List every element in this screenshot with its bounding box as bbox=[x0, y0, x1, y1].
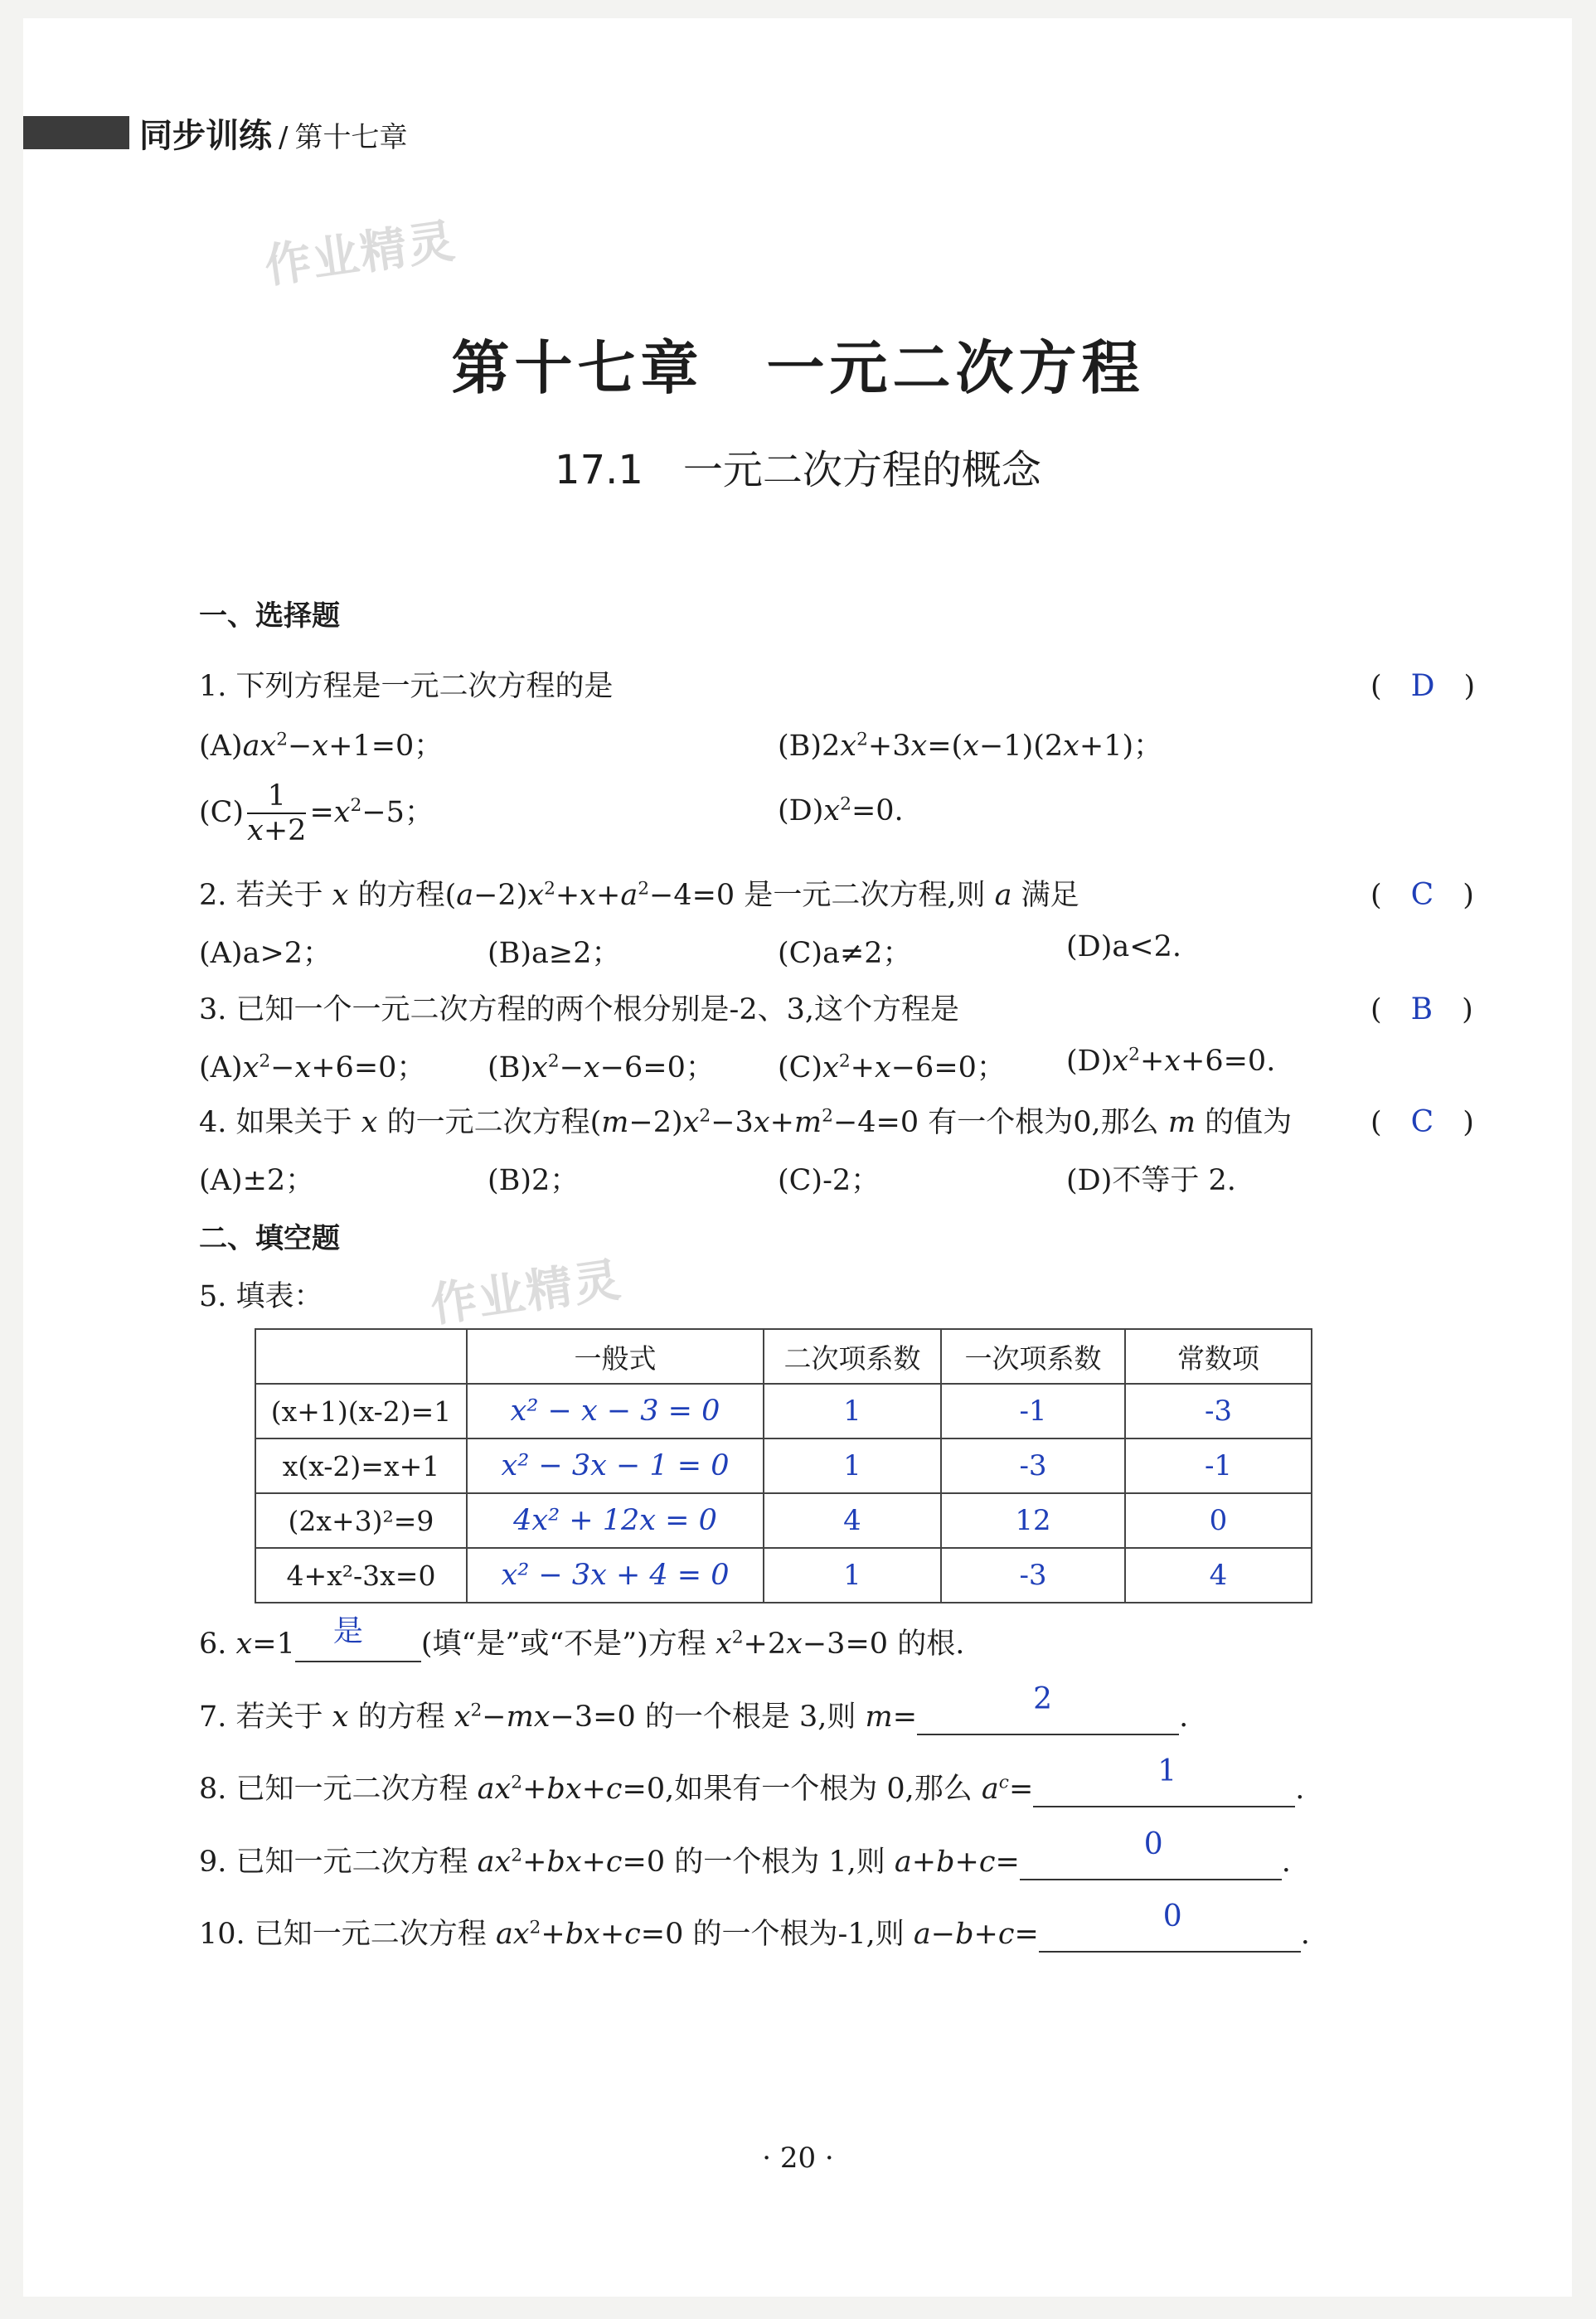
q10-stem: 10. 已知一元二次方程 $ax^2+bx+c=0$ 的一个根为-1,则 a−b+c= 0 . bbox=[199, 1899, 1310, 1951]
q8-blank bbox=[1033, 1754, 1295, 1807]
table-cell-b: -3 bbox=[941, 1438, 1125, 1493]
q8-answer: 1 bbox=[1157, 1754, 1177, 1788]
q2-option-c: (C)a≠2； bbox=[778, 937, 912, 970]
q2-stem: 2. 若关于 x 的方程$(a-2)x^2+x+a^2-4=0$ 是一元二次方程,则 a 满足 bbox=[199, 878, 1079, 912]
q1-answer: D bbox=[1410, 669, 1435, 703]
coefficient-table bbox=[255, 1328, 1312, 1603]
q6-blank bbox=[295, 1614, 421, 1662]
q8-stem: 8. 已知一元二次方程 $ax^2+bx+c=0$,如果有一个根为 0,那么 $a^c=$ 1 . bbox=[199, 1754, 1305, 1806]
table-cell-a: 4 bbox=[764, 1493, 941, 1548]
q4-option-c: (C)-2； bbox=[778, 1164, 880, 1197]
table-cell-c: 4 bbox=[1125, 1548, 1312, 1603]
q6-answer: 是 bbox=[332, 1614, 363, 1648]
q7-stem: 7. 若关于 x 的方程 $x^2-mx-3=0$ 的一个根是 3,则 m= 2 . bbox=[199, 1682, 1189, 1734]
table-cell-c: 0 bbox=[1125, 1493, 1312, 1548]
table-cell-b: -1 bbox=[941, 1384, 1125, 1438]
q3-option-d: $(D)x^2+x+6=0$. bbox=[1066, 1044, 1276, 1078]
q1-option-c: (C) $\frac{1}{x+2}$ $=x^2-5$； bbox=[199, 779, 434, 848]
q7-blank bbox=[917, 1682, 1179, 1735]
q1-option-b: $(B)2x^2+3x=(x-1)(2x+1)$； bbox=[778, 729, 1163, 763]
running-header bbox=[139, 109, 407, 157]
q1-option-d: $(D)x^2=0$. bbox=[778, 793, 904, 827]
q9-stem: 9. 已知一元二次方程 $ax^2+bx+c=0$ 的一个根为 1,则 a+b+c= 0 . bbox=[199, 1827, 1291, 1879]
q10-answer: 0 bbox=[1162, 1899, 1182, 1933]
q4-stem: 4. 如果关于 x 的一元二次方程$(m-2)x^2-3x+m^2-4=0$ 有一个根为0,那么 m 的值为 bbox=[199, 1105, 1293, 1139]
table-cell-a: 1 bbox=[764, 1548, 941, 1603]
table-row bbox=[255, 1548, 1312, 1603]
table-cell-c: -3 bbox=[1125, 1384, 1312, 1438]
table-cell-equation: 4+x²-3x=0 bbox=[255, 1548, 467, 1603]
q4-option-d: (D)不等于 2. bbox=[1066, 1164, 1236, 1197]
q9-blank bbox=[1020, 1827, 1282, 1880]
q3-answer-bracket: ( B ) bbox=[1370, 992, 1473, 1026]
header-chapter: 第十七章 bbox=[294, 121, 408, 154]
series-title: 同步训练 bbox=[139, 117, 272, 155]
q3-stem: 3. 已知一个一元二次方程的两个根分别是-2、3,这个方程是 bbox=[199, 993, 960, 1026]
q1-stem: 1. 下列方程是一元二次方程的是 bbox=[199, 670, 614, 703]
watermark-2: 作业精灵 bbox=[427, 1253, 626, 1333]
header-separator: / bbox=[279, 121, 289, 154]
table-header-cell: 常数项 bbox=[1125, 1329, 1312, 1384]
fraction: $\frac{1}{x+2}$ bbox=[247, 779, 307, 848]
table-row bbox=[255, 1493, 1312, 1548]
table-cell-b: 12 bbox=[941, 1493, 1125, 1548]
table-cell-general: 4x² + 12x = 0 bbox=[467, 1493, 764, 1548]
table-header-cell: 一般式 bbox=[467, 1329, 764, 1384]
q3-option-b: $(B)x^2-x-6=0$； bbox=[488, 1050, 715, 1084]
q2-option-d: (D)a<2. bbox=[1066, 930, 1181, 963]
table-cell-equation: (2x+3)²=9 bbox=[255, 1493, 467, 1548]
table-cell-equation: (x+1)(x-2)=1 bbox=[255, 1384, 467, 1438]
table-cell-general: x² − 3x + 4 = 0 bbox=[467, 1548, 764, 1603]
table-cell-general: x² − 3x − 1 = 0 bbox=[467, 1438, 764, 1493]
table-header-cell: 一次项系数 bbox=[941, 1329, 1125, 1384]
q7-answer: 2 bbox=[1033, 1682, 1052, 1716]
header-bar bbox=[23, 116, 129, 149]
q2-option-a: (A)a>2； bbox=[199, 937, 332, 970]
part2-title: 二、填空题 bbox=[199, 1222, 340, 1255]
q10-blank bbox=[1039, 1899, 1301, 1953]
q4-option-b: (B)2； bbox=[488, 1164, 580, 1197]
q6-stem: 6. x=1 是 (填“是”或“不是”)方程 $x^2+2x-3=0$ 的根. bbox=[199, 1621, 964, 1662]
q4-answer-bracket: ( C ) bbox=[1370, 1105, 1474, 1139]
table-cell-b: -3 bbox=[941, 1548, 1125, 1603]
q2-answer: C bbox=[1410, 878, 1434, 912]
table-row bbox=[255, 1438, 1312, 1493]
part1-title: 一、选择题 bbox=[199, 599, 340, 633]
q3-answer: B bbox=[1410, 992, 1433, 1026]
q4-answer: C bbox=[1410, 1105, 1434, 1139]
page-number: · 20 · bbox=[762, 2142, 834, 2175]
q3-option-a: $(A)x^2-x+6=0$； bbox=[199, 1050, 426, 1084]
table-header-cell: 二次项系数 bbox=[764, 1329, 941, 1384]
q1-answer-bracket: ( D ) bbox=[1370, 669, 1476, 703]
q2-answer-bracket: ( C ) bbox=[1370, 878, 1474, 912]
q4-option-a: (A)±2； bbox=[199, 1164, 315, 1197]
table-cell-c: -1 bbox=[1125, 1438, 1312, 1493]
q5-stem: 5. 填表： bbox=[199, 1280, 323, 1313]
table-cell-equation: x(x-2)=x+1 bbox=[255, 1438, 467, 1493]
chapter-title: 第十七章 一元二次方程 bbox=[451, 334, 1145, 402]
watermark: 作业精灵 bbox=[261, 214, 460, 294]
table-header-cell bbox=[255, 1329, 467, 1384]
table-cell-a: 1 bbox=[764, 1438, 941, 1493]
table-header-row bbox=[255, 1329, 1312, 1384]
section-title: 17.1 一元二次方程的概念 bbox=[555, 447, 1041, 493]
table-cell-general: x² − x − 3 = 0 bbox=[467, 1384, 764, 1438]
q2-option-b: (B)a≥2； bbox=[488, 937, 621, 970]
table-row bbox=[255, 1384, 1312, 1438]
q1-option-a: $(A)ax^2-x+1=0$； bbox=[199, 729, 444, 763]
q9-answer: 0 bbox=[1143, 1827, 1163, 1861]
q3-option-c: $(C)x^2+x-6=0$； bbox=[778, 1050, 1006, 1084]
table-cell-a: 1 bbox=[764, 1384, 941, 1438]
